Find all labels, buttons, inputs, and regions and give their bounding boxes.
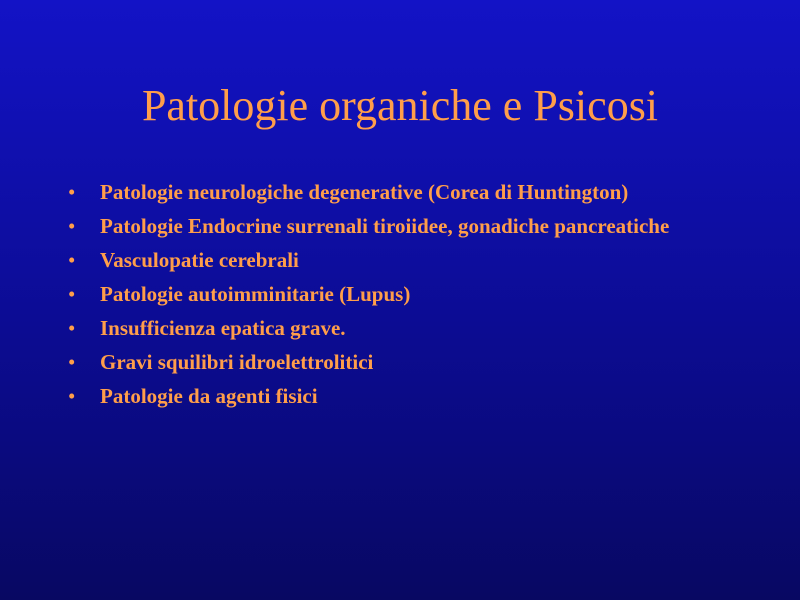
list-item-text: Vasculopatie cerebrali <box>100 248 299 272</box>
list-item <box>68 214 708 239</box>
list-item-text: Gravi squilibri idroelettrolitici <box>100 350 374 374</box>
bullet-list <box>68 180 708 418</box>
bullet-icon: • <box>68 180 76 204</box>
list-item <box>68 350 708 375</box>
bullet-icon: • <box>68 316 76 340</box>
list-item <box>68 282 708 307</box>
bullet-icon: • <box>68 214 76 238</box>
bullet-icon: • <box>68 384 76 408</box>
list-item <box>68 316 708 341</box>
bullet-icon: • <box>68 350 76 374</box>
slide-title: Patologie organiche e Psicosi <box>141 81 659 130</box>
bullet-icon: • <box>68 248 76 272</box>
bullet-icon: • <box>68 282 76 306</box>
list-item-text: Patologie Endocrine surrenali tiroiidee, gonadiche pancreatiche <box>100 214 670 238</box>
list-item <box>68 384 708 409</box>
list-item-text: Patologie neurologiche degenerative (Corea di Huntington) <box>100 180 629 204</box>
list-item <box>68 180 708 205</box>
list-item-text: Patologie da agenti fisici <box>100 384 318 408</box>
list-item <box>68 248 708 273</box>
list-item-text: Insufficienza epatica grave. <box>100 316 346 340</box>
list-item-text: Patologie autoimminitarie (Lupus) <box>100 282 411 306</box>
